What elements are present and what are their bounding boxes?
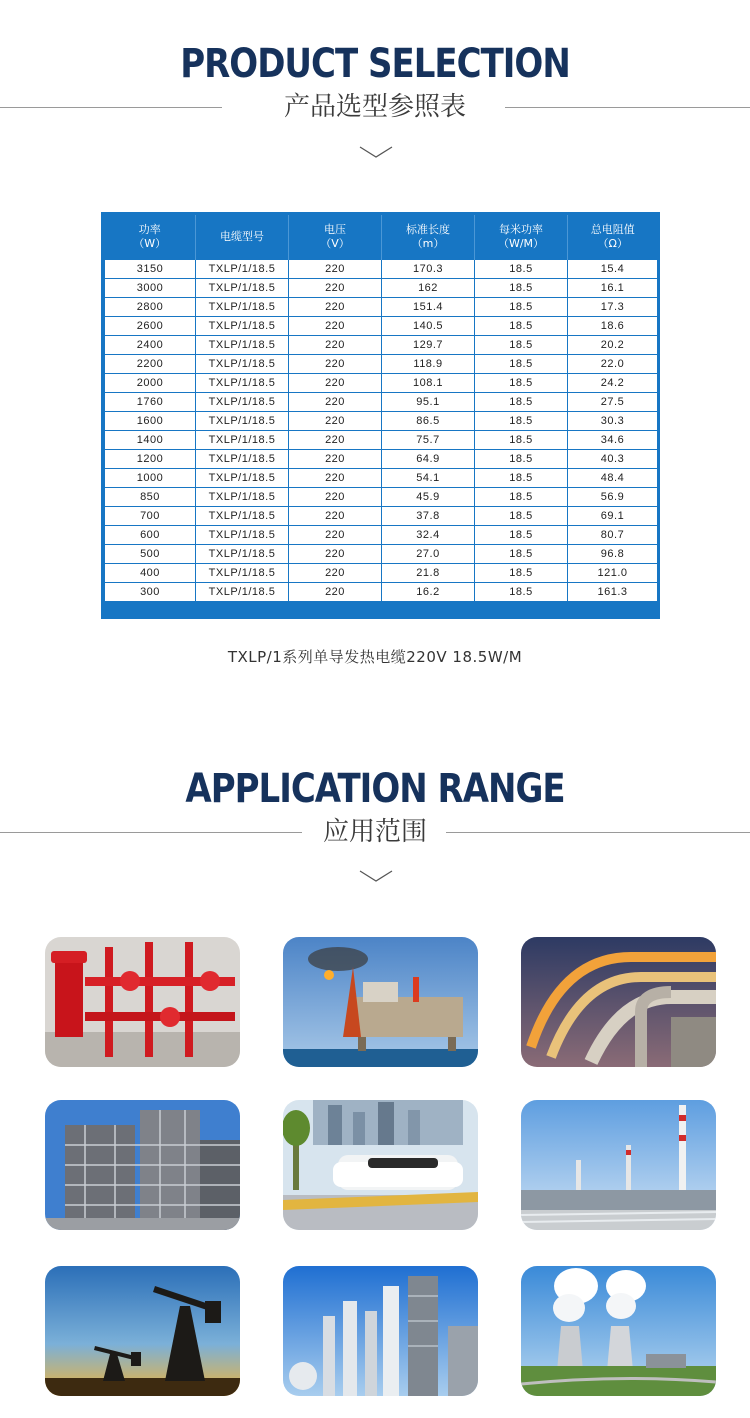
cell-cable-model: TXLP/1/18.5	[196, 431, 289, 450]
cell-power-per-meter: 18.5	[475, 431, 568, 450]
cell-resistance: 15.4	[568, 260, 658, 279]
app-image-steel-plant-structure	[45, 1100, 240, 1230]
product-section-title: PRODUCT SELECTION	[180, 40, 570, 88]
cell-power: 1000	[105, 469, 196, 488]
cell-cable-model: TXLP/1/18.5	[196, 355, 289, 374]
app-image-offshore-oil-platform	[283, 937, 478, 1067]
cell-cable-model: TXLP/1/18.5	[196, 412, 289, 431]
cell-power: 1400	[105, 431, 196, 450]
app-image-refinery-chimneys	[521, 1100, 716, 1230]
table-header-row	[105, 215, 658, 260]
cell-resistance: 80.7	[568, 526, 658, 545]
cell-length: 32.4	[382, 526, 475, 545]
application-subtitle-row	[0, 812, 750, 852]
cell-voltage: 220	[289, 317, 382, 336]
app-image-chemical-plant-towers	[283, 1266, 478, 1396]
cell-length: 37.8	[382, 507, 475, 526]
cell-resistance: 40.3	[568, 450, 658, 469]
cell-cable-model: TXLP/1/18.5	[196, 279, 289, 298]
table-row	[105, 488, 658, 507]
table-row	[105, 279, 658, 298]
table-row	[105, 260, 658, 279]
cell-voltage: 220	[289, 564, 382, 583]
cell-resistance: 34.6	[568, 431, 658, 450]
cell-power: 850	[105, 488, 196, 507]
cell-resistance: 22.0	[568, 355, 658, 374]
divider-right	[505, 107, 750, 108]
cell-power: 300	[105, 583, 196, 602]
cell-length: 54.1	[382, 469, 475, 488]
cell-cable-model: TXLP/1/18.5	[196, 564, 289, 583]
cell-cable-model: TXLP/1/18.5	[196, 298, 289, 317]
cell-power-per-meter: 18.5	[475, 298, 568, 317]
cell-power: 2800	[105, 298, 196, 317]
cell-length: 129.7	[382, 336, 475, 355]
cell-voltage: 220	[289, 450, 382, 469]
cell-length: 86.5	[382, 412, 475, 431]
cell-power-per-meter: 18.5	[475, 545, 568, 564]
cell-cable-model: TXLP/1/18.5	[196, 507, 289, 526]
cell-length: 162	[382, 279, 475, 298]
table-row	[105, 564, 658, 583]
cell-power: 500	[105, 545, 196, 564]
cell-power-per-meter: 18.5	[475, 260, 568, 279]
cell-power-per-meter: 18.5	[475, 526, 568, 545]
cell-power-per-meter: 18.5	[475, 507, 568, 526]
cell-voltage: 220	[289, 526, 382, 545]
cell-length: 118.9	[382, 355, 475, 374]
cell-power: 2400	[105, 336, 196, 355]
cell-resistance: 30.3	[568, 412, 658, 431]
product-selection-table	[101, 212, 660, 619]
cell-cable-model: TXLP/1/18.5	[196, 450, 289, 469]
cell-resistance: 96.8	[568, 545, 658, 564]
cell-length: 75.7	[382, 431, 475, 450]
cell-cable-model: TXLP/1/18.5	[196, 583, 289, 602]
table-row	[105, 355, 658, 374]
header-total-resistance: 总电阻值 （Ω）	[568, 215, 658, 260]
cell-power: 400	[105, 564, 196, 583]
cell-length: 27.0	[382, 545, 475, 564]
cell-resistance: 48.4	[568, 469, 658, 488]
cell-length: 170.3	[382, 260, 475, 279]
cell-power: 1760	[105, 393, 196, 412]
cell-cable-model: TXLP/1/18.5	[196, 526, 289, 545]
cell-voltage: 220	[289, 545, 382, 564]
chevron-down-icon	[359, 145, 393, 159]
cell-voltage: 220	[289, 583, 382, 602]
cell-resistance: 17.3	[568, 298, 658, 317]
cell-voltage: 220	[289, 507, 382, 526]
cell-voltage: 220	[289, 431, 382, 450]
table-row	[105, 298, 658, 317]
table-row	[105, 431, 658, 450]
cell-cable-model: TXLP/1/18.5	[196, 260, 289, 279]
cell-voltage: 220	[289, 336, 382, 355]
cell-power-per-meter: 18.5	[475, 374, 568, 393]
cell-power-per-meter: 18.5	[475, 583, 568, 602]
cell-power-per-meter: 18.5	[475, 336, 568, 355]
cell-voltage: 220	[289, 412, 382, 431]
cell-voltage: 220	[289, 279, 382, 298]
cell-cable-model: TXLP/1/18.5	[196, 488, 289, 507]
cell-power: 2000	[105, 374, 196, 393]
cell-power-per-meter: 18.5	[475, 450, 568, 469]
application-section-title: APPLICATION RANGE	[185, 765, 565, 813]
cell-resistance: 56.9	[568, 488, 658, 507]
cell-cable-model: TXLP/1/18.5	[196, 545, 289, 564]
cell-voltage: 220	[289, 393, 382, 412]
table-row	[105, 583, 658, 602]
cell-power: 1600	[105, 412, 196, 431]
cell-resistance: 121.0	[568, 564, 658, 583]
app-image-oil-pumpjacks-sunset	[45, 1266, 240, 1396]
app-image-floor-heating-living-room	[283, 1100, 478, 1230]
table-row	[105, 374, 658, 393]
cell-power-per-meter: 18.5	[475, 393, 568, 412]
cell-voltage: 220	[289, 374, 382, 393]
cell-length: 64.9	[382, 450, 475, 469]
header-standard-length: 标准长度 （m）	[382, 215, 475, 260]
cell-power-per-meter: 18.5	[475, 355, 568, 374]
table-row	[105, 526, 658, 545]
cell-length: 151.4	[382, 298, 475, 317]
table-row	[105, 393, 658, 412]
table-row	[105, 450, 658, 469]
table-row	[105, 336, 658, 355]
cell-cable-model: TXLP/1/18.5	[196, 469, 289, 488]
cell-power-per-meter: 18.5	[475, 317, 568, 336]
cell-power: 2600	[105, 317, 196, 336]
cell-power-per-meter: 18.5	[475, 564, 568, 583]
table-row	[105, 507, 658, 526]
cell-power: 700	[105, 507, 196, 526]
cell-length: 108.1	[382, 374, 475, 393]
cell-power-per-meter: 18.5	[475, 469, 568, 488]
cell-length: 45.9	[382, 488, 475, 507]
cell-resistance: 161.3	[568, 583, 658, 602]
cell-power-per-meter: 18.5	[475, 279, 568, 298]
cell-voltage: 220	[289, 355, 382, 374]
header-power: 功率 （W）	[105, 215, 196, 260]
application-subtitle: 应用范围	[322, 817, 427, 847]
divider-right	[446, 832, 750, 833]
table-row	[105, 317, 658, 336]
cell-power-per-meter: 18.5	[475, 488, 568, 507]
cell-resistance: 69.1	[568, 507, 658, 526]
table-caption: TXLP/1系列单导发热电缆220V 18.5W/M	[227, 648, 523, 666]
product-subtitle: 产品选型参照表	[283, 92, 466, 122]
cell-power: 3000	[105, 279, 196, 298]
cell-voltage: 220	[289, 469, 382, 488]
header-voltage: 电压 （V）	[289, 215, 382, 260]
cell-voltage: 220	[289, 260, 382, 279]
cell-length: 95.1	[382, 393, 475, 412]
cell-resistance: 18.6	[568, 317, 658, 336]
cell-power-per-meter: 18.5	[475, 412, 568, 431]
cell-length: 21.8	[382, 564, 475, 583]
cell-resistance: 16.1	[568, 279, 658, 298]
cell-resistance: 20.2	[568, 336, 658, 355]
cell-power: 1200	[105, 450, 196, 469]
cell-cable-model: TXLP/1/18.5	[196, 317, 289, 336]
cell-power: 3150	[105, 260, 196, 279]
cell-power: 600	[105, 526, 196, 545]
header-cable-model: 电缆型号	[196, 215, 289, 260]
cell-resistance: 24.2	[568, 374, 658, 393]
cell-voltage: 220	[289, 488, 382, 507]
app-image-industrial-pipelines-sunset	[521, 937, 716, 1067]
cell-cable-model: TXLP/1/18.5	[196, 374, 289, 393]
chevron-down-icon	[359, 869, 393, 883]
table-row	[105, 469, 658, 488]
product-subtitle-row	[0, 87, 750, 127]
cell-power: 2200	[105, 355, 196, 374]
table-row	[105, 412, 658, 431]
cell-resistance: 27.5	[568, 393, 658, 412]
cell-voltage: 220	[289, 298, 382, 317]
table-row	[105, 545, 658, 564]
cell-length: 16.2	[382, 583, 475, 602]
header-power-per-meter: 每米功率 （W/M）	[475, 215, 568, 260]
cell-cable-model: TXLP/1/18.5	[196, 393, 289, 412]
app-image-fire-pump-room	[45, 937, 240, 1067]
cell-cable-model: TXLP/1/18.5	[196, 336, 289, 355]
cell-length: 140.5	[382, 317, 475, 336]
app-image-power-plant-cooling-towers	[521, 1266, 716, 1396]
